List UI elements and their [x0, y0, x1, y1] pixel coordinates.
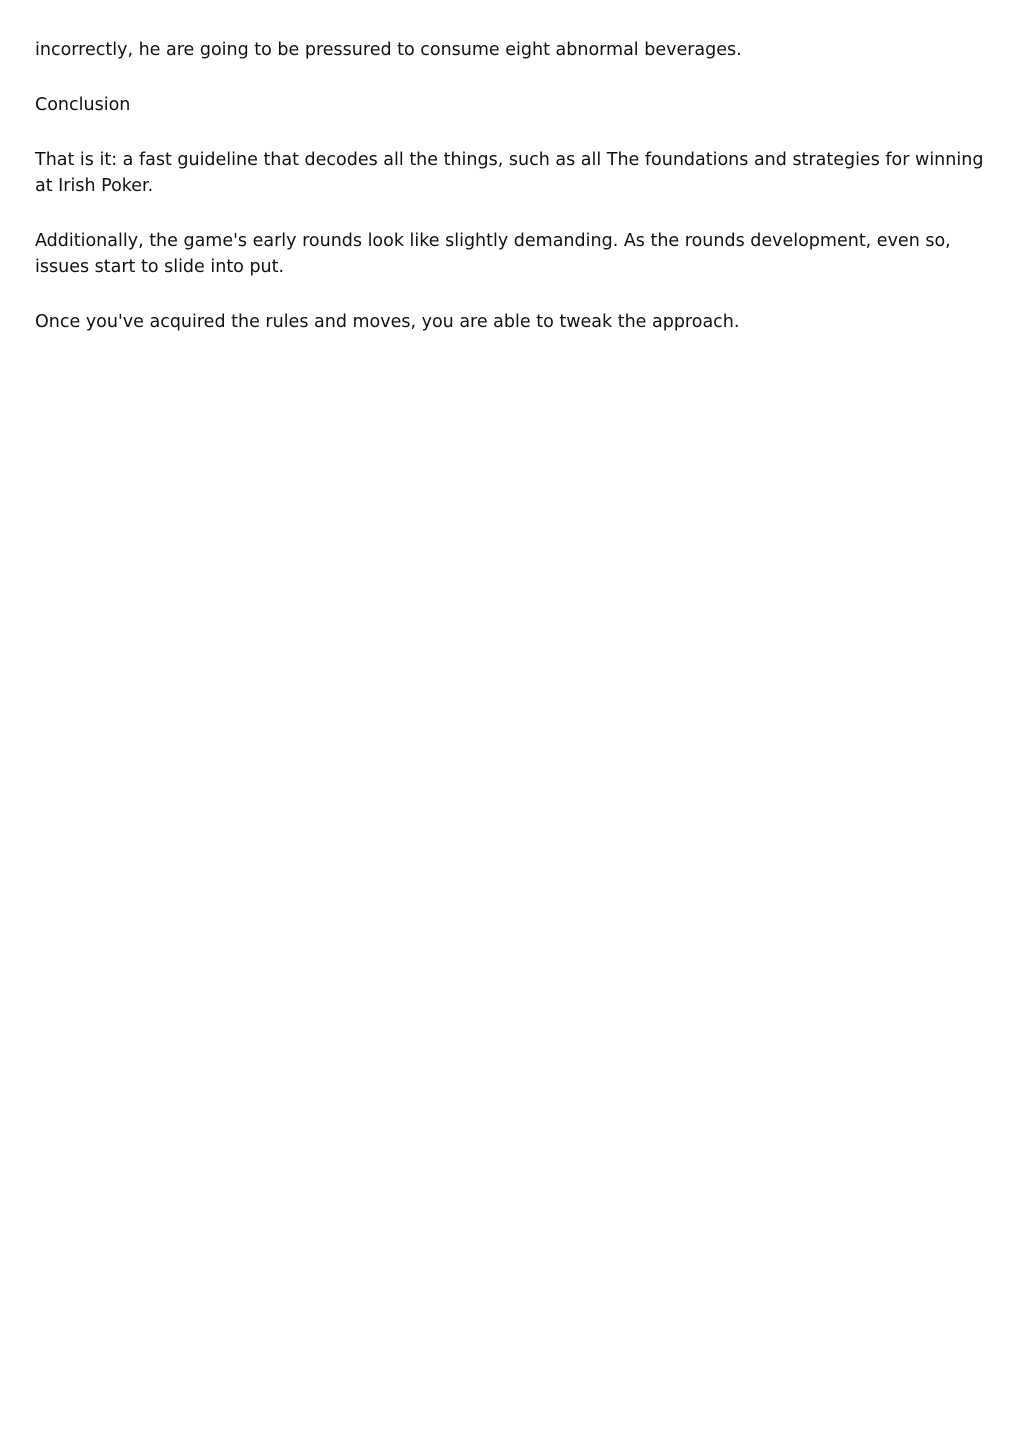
paragraph-early-rounds: Additionally, the game's early rounds look like slightly demanding. As the rounds development, even so, issues start to slide into put.	[35, 231, 951, 277]
paragraph-continuation: incorrectly, he are going to be pressured to consume eight abnormal beverages.	[35, 40, 742, 60]
paragraph-approach: Once you've acquired the rules and moves, you are able to tweak the approach.	[35, 312, 740, 332]
section-heading-conclusion: Conclusion	[35, 95, 131, 115]
document-page	[35, 37, 995, 364]
paragraph-summary: That is it: a fast guideline that decodes all the things, such as all The foundations and strategies for winning at Irish Poker.	[35, 150, 984, 196]
